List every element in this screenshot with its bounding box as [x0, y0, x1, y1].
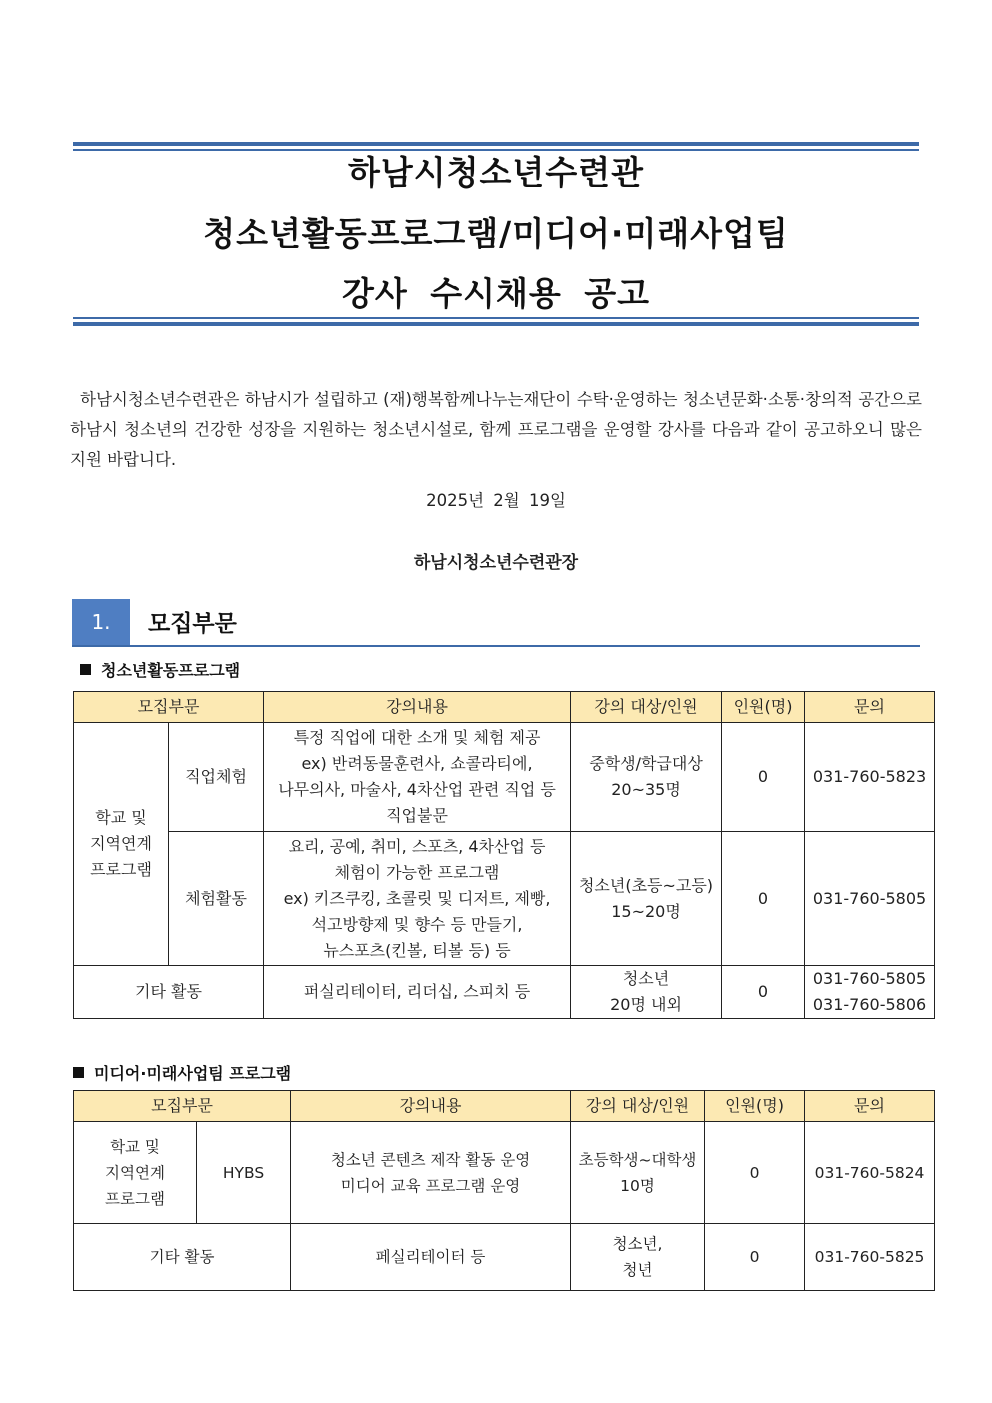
- square-bullet-icon: [73, 1067, 84, 1078]
- count-cell: 0: [722, 723, 805, 832]
- youth-program-table: [73, 691, 935, 1019]
- count-cell: 0: [722, 966, 805, 1019]
- target-cell: 청소년 20명 내외: [571, 966, 722, 1019]
- title-bottom-rule: [73, 317, 919, 326]
- field-cell: 기타 활동: [74, 1224, 291, 1291]
- table2-subtitle: [73, 1061, 291, 1084]
- media-program-table: [73, 1090, 935, 1291]
- notice-date: 2025년 2월 19일: [426, 491, 566, 510]
- count-cell: 0: [722, 832, 805, 966]
- target-cell: 청소년(초등~고등) 15~20명: [571, 832, 722, 966]
- section-number-badge: 1.: [72, 599, 130, 645]
- title-line-2: 청소년활동프로그램/미디어·미래사업팀: [203, 214, 789, 253]
- field-cell: 직업체험: [169, 723, 264, 832]
- table-row: [74, 723, 935, 832]
- section-underline: [72, 645, 920, 647]
- contact-cell: 031-760-5824: [805, 1122, 935, 1224]
- header-contact: 문의: [805, 692, 935, 723]
- signature: 하남시청소년수련관장: [413, 553, 579, 573]
- target-cell: 초등학생~대학생 10명: [571, 1122, 705, 1224]
- header-field: 모집부문: [74, 1091, 291, 1122]
- header-contact: 문의: [805, 1091, 935, 1122]
- header-target: 강의 대상/인원: [571, 692, 722, 723]
- content-cell: 페실리테이터 등: [291, 1224, 571, 1291]
- header-count: 인원(명): [705, 1091, 805, 1122]
- contact-cell: 031-760-5805 031-760-5806: [805, 966, 935, 1019]
- target-cell: 중학생/학급대상 20~35명: [571, 723, 722, 832]
- table1-subtitle: [80, 658, 240, 681]
- title-top-rule: [73, 142, 919, 151]
- contact-cell: 031-760-5823: [805, 723, 935, 832]
- table2-subtitle-text: 미디어·미래사업팀 프로그램: [94, 1064, 292, 1083]
- section-title: 모집부문: [148, 611, 237, 637]
- count-cell: 0: [705, 1122, 805, 1224]
- table-row: [74, 1122, 935, 1224]
- target-cell: 청소년, 청년: [571, 1224, 705, 1291]
- intro-paragraph: 하남시청소년수련관은 하남시가 설립하고 (재)행복함께나누는재단이 수탁·운영하는 청소년문화·소통·창의적 공간으로 하남시 청소년의 건강한 성장을 지원하는 청소년시설로, 함께 프로그램을 운영할 강사를 다음과 같이 공고하오니 많은 지원 바랍니다.: [70, 389, 922, 469]
- content-cell: 퍼실리테이터, 리더십, 스피치 등: [264, 966, 571, 1019]
- count-cell: 0: [705, 1224, 805, 1291]
- table-row: [74, 1224, 935, 1291]
- content-cell: 특정 직업에 대한 소개 및 체험 제공 ex) 반려동물훈련사, 쇼콜라티에, 나무의사, 마술사, 4차산업 관련 직업 등 직업불문: [264, 723, 571, 832]
- group-label: 학교 및 지역연계 프로그램: [74, 723, 169, 966]
- table1-subtitle-text: 청소년활동프로그램: [101, 661, 241, 680]
- table-row: [74, 832, 935, 966]
- table-header-row: [74, 1091, 935, 1122]
- group-label: 학교 및 지역연계 프로그램: [74, 1122, 197, 1224]
- header-count: 인원(명): [722, 692, 805, 723]
- contact-cell: 031-760-5805: [805, 832, 935, 966]
- header-field: 모집부문: [74, 692, 264, 723]
- contact-cell: 031-760-5825: [805, 1224, 935, 1291]
- header-content: 강의내용: [291, 1091, 571, 1122]
- content-cell: 청소년 콘텐츠 제작 활동 운영 미디어 교육 프로그램 운영: [291, 1122, 571, 1224]
- header-content: 강의내용: [264, 692, 571, 723]
- content-cell: 요리, 공예, 취미, 스포츠, 4차산업 등 체험이 가능한 프로그램 ex) 키즈쿠킹, 초콜릿 및 디저트, 제빵, 석고방향제 및 향수 등 만들기, 뉴스포츠(킨볼, 티볼 등) 등: [264, 832, 571, 966]
- title-line-1: 하남시청소년수련관: [348, 153, 644, 192]
- square-bullet-icon: [80, 664, 91, 675]
- field-cell: 기타 활동: [74, 966, 264, 1019]
- title-line-3: 강사 수시채용 공고: [341, 274, 650, 313]
- field-cell: 체험활동: [169, 832, 264, 966]
- field-cell: HYBS: [197, 1122, 291, 1224]
- header-target: 강의 대상/인원: [571, 1091, 705, 1122]
- table-row: [74, 966, 935, 1019]
- table-header-row: [74, 692, 935, 723]
